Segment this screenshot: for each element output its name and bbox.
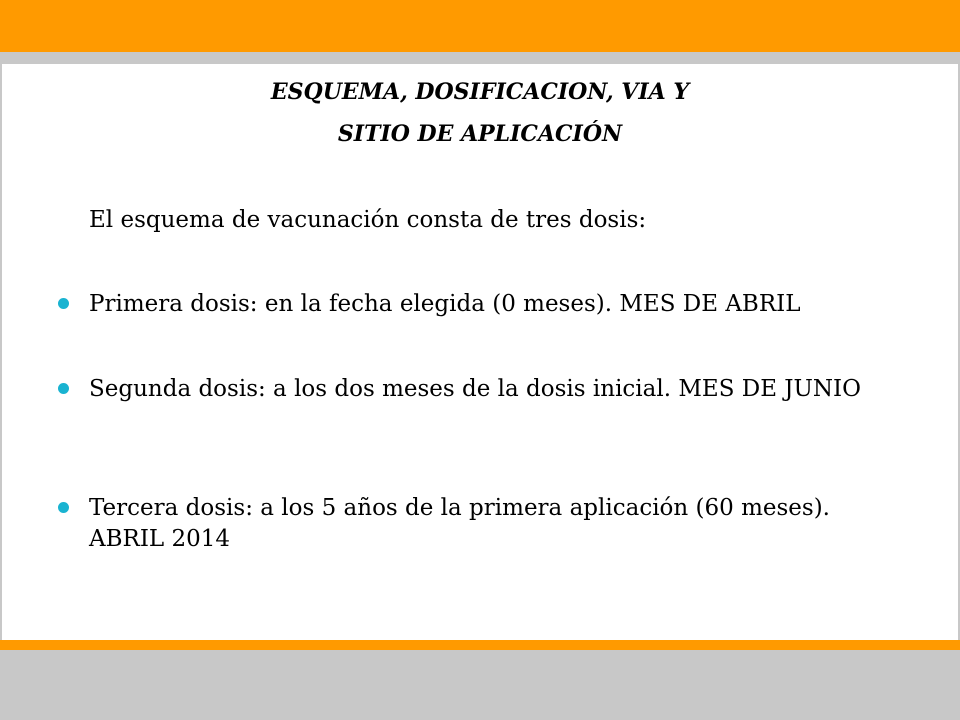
bullet-text: Tercera dosis: a los 5 años de la primera aplicación (60 meses). ABRIL 2014 <box>89 495 830 552</box>
bullet-item-segunda-dosis <box>58 374 908 405</box>
bullet-dot-icon <box>58 383 69 394</box>
bottom-accent-band <box>0 640 960 650</box>
slide-title-line-1: ESQUEMA, DOSIFICACION, VIA Y <box>270 79 690 105</box>
intro-text: El esquema de vacunación consta de tres dosis: <box>89 207 647 233</box>
bullet-dot-icon <box>58 502 69 513</box>
top-accent-band <box>0 0 960 52</box>
slide-title-line-2: SITIO DE APLICACIÓN <box>337 121 623 147</box>
bottom-gray-band <box>0 650 960 720</box>
top-gray-band <box>0 52 960 64</box>
bullet-text: Segunda dosis: a los dos meses de la dosis inicial. MES DE JUNIO <box>89 376 861 402</box>
bullet-item-tercera-dosis <box>58 493 908 555</box>
bullet-dot-icon <box>58 298 69 309</box>
bullet-item-primera-dosis <box>58 289 908 320</box>
bullet-text: Primera dosis: en la fecha elegida (0 meses). MES DE ABRIL <box>89 291 801 317</box>
